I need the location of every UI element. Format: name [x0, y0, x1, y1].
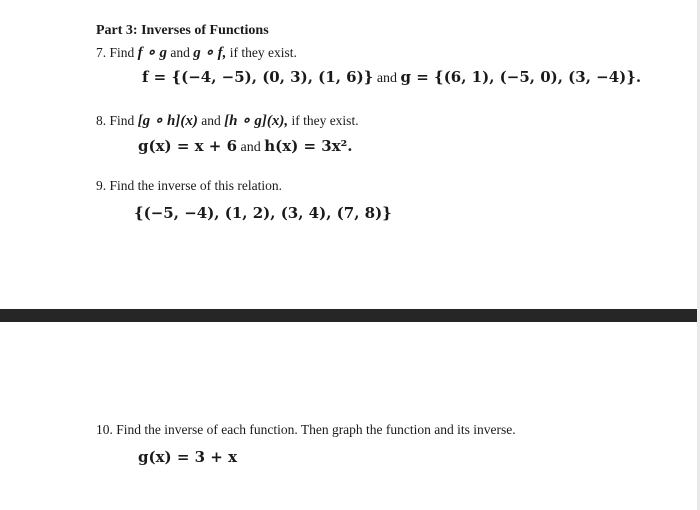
problem-10-prompt [96, 422, 516, 438]
problem-8-number: 8. [96, 113, 107, 128]
problem-8-given [138, 137, 352, 156]
problem-8-prompt [96, 111, 359, 130]
problem-8-given-and: and [237, 140, 265, 155]
problem-7-and: and [167, 45, 194, 60]
problem-9-prompt [96, 178, 282, 194]
problem-7-prompt [96, 43, 297, 62]
problem-7-given-g: g = {(6, 1), (−5, 0), (3, −4)}. [400, 68, 642, 86]
problem-8-expr-a: [g ∘ h](x) [137, 113, 198, 129]
problem-9-text: Find the inverse of this relation. [109, 178, 282, 193]
problem-7-expr-b: g ∘ f, [193, 45, 227, 61]
problem-7-given-f: f = {(−4, −5), (0, 3), (1, 6)} [142, 68, 374, 86]
problem-8-given-g: g(x) = x + 6 [138, 137, 238, 155]
problem-7-expr-a: f ∘ g [137, 45, 168, 61]
problem-8-prompt-pre: Find [109, 113, 138, 128]
problem-7-given-and: and [373, 71, 401, 86]
problem-9-relation: {(−5, −4), (1, 2), (3, 4), (7, 8)} [134, 204, 392, 222]
problem-7-number: 7. [96, 45, 107, 60]
problem-8-given-h: h(x) = 3x². [264, 137, 353, 155]
problem-8-prompt-post: if they exist. [288, 113, 359, 128]
problem-8-expr-b: [h ∘ g](x), [224, 113, 289, 129]
problem-10-number: 10. [96, 422, 113, 437]
problem-9-number: 9. [96, 178, 107, 193]
part-title: Part 3: Inverses of Functions [96, 23, 269, 38]
problem-8-and: and [197, 113, 225, 128]
problem-7-given [142, 68, 641, 87]
problem-7-prompt-post: if they exist. [226, 45, 297, 60]
page-divider [0, 309, 700, 322]
problem-10-text: Find the inverse of each function. Then graph the function and its inverse. [116, 422, 516, 437]
problem-7-prompt-pre: Find [109, 45, 138, 60]
problem-10-function: g(x) = 3 + x [138, 448, 238, 466]
worksheet-bottom [0, 322, 700, 510]
